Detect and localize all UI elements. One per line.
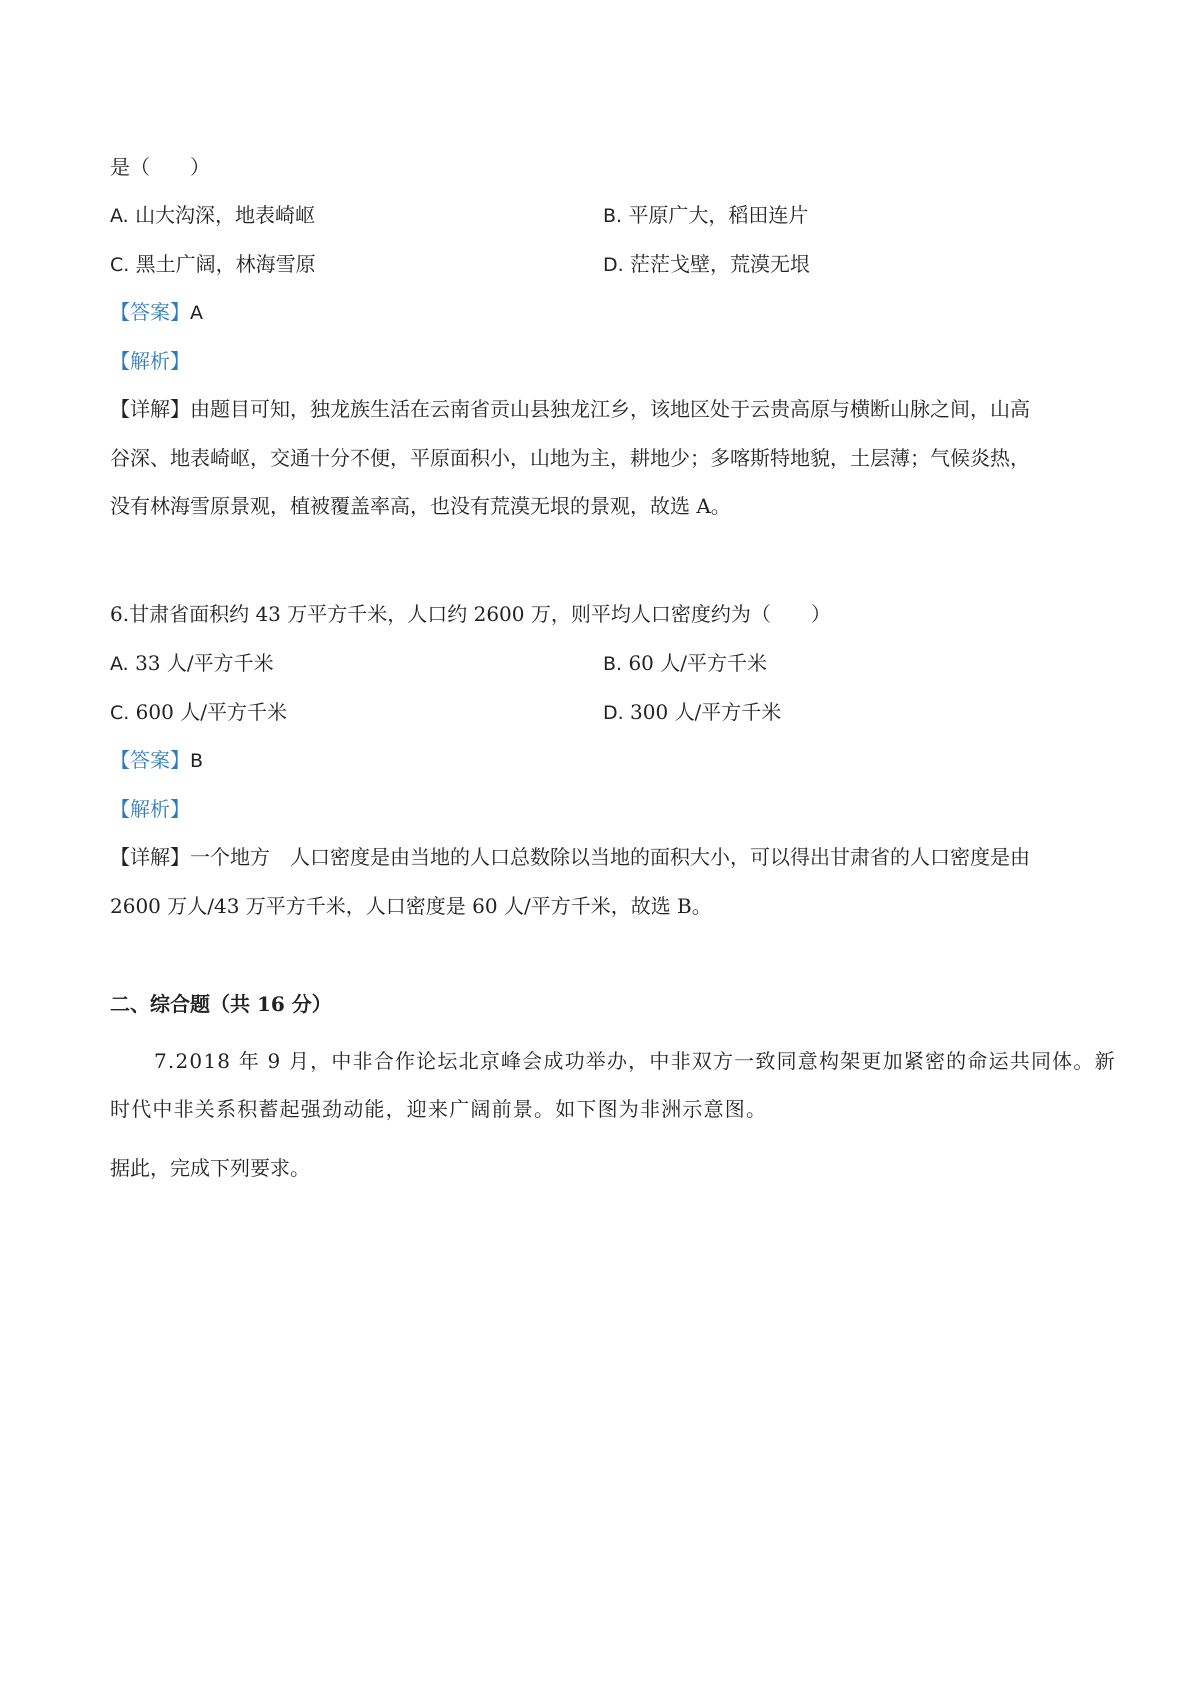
option-letter: B. [603, 653, 623, 675]
option-text: 60 人/平方千米 [628, 651, 767, 675]
option-letter: C. [110, 702, 130, 724]
detail-text: 一个地方 人口密度是由当地的人口总数除以当地的面积大小，可以得出甘肃省的人口密度是由 [190, 845, 1030, 869]
option-text: 600 人/平方千米 [135, 700, 287, 724]
option-text: 茫茫戈壁，荒漠无垠 [630, 252, 811, 276]
q6-option-b [603, 651, 767, 676]
option-text: 33 人/平方千米 [135, 651, 274, 675]
q6-option-c [110, 700, 287, 725]
q5-detail-line-2: 谷深、地表崎岖，交通十分不便，平原面积小，山地为主，耕地少；多喀斯特地貌，土层薄；气候炎热， [110, 446, 1030, 470]
option-letter: D. [603, 254, 624, 276]
option-letter: B. [603, 205, 623, 227]
q5-analysis-tag: 【解析】 [110, 349, 190, 373]
section-heading: 二、综合题（共 16 分） [110, 992, 332, 1016]
option-text: 平原广大，稻田连片 [628, 203, 809, 227]
q6-option-a [110, 651, 274, 676]
q5-stem-tail: 是（ ） [110, 155, 210, 179]
q5-answer [110, 300, 203, 325]
answer-value: B [190, 750, 204, 772]
q5-detail-line-3: 没有林海雪原景观，植被覆盖率高，也没有荒漠无垠的景观，故选 A。 [110, 494, 731, 518]
detail-tag: 【详解】 [110, 397, 190, 421]
q5-option-c [110, 252, 316, 277]
detail-text: 由题目可知，独龙族生活在云南省贡山县独龙江乡，该地区处于云贵高原与横断山脉之间，山高 [190, 397, 1030, 421]
option-text: 300 人/平方千米 [630, 700, 782, 724]
q7-stem-line-1: 7.2018 年 9 月，中非合作论坛北京峰会成功举办，中非双方一致同意构架更加紧密的命运共同体。新 [154, 1049, 1116, 1073]
q6-detail-line-1 [110, 845, 1030, 869]
detail-tag: 【详解】 [110, 845, 190, 869]
q6-answer [110, 748, 203, 773]
q5-option-d [603, 252, 810, 277]
answer-tag: 【答案】 [110, 300, 190, 324]
q5-detail-line-1 [110, 397, 1030, 421]
option-letter: C. [110, 254, 130, 276]
q6-detail-line-2: 2600 万人/43 万平方千米，人口密度是 60 人/平方千米，故选 B。 [110, 894, 712, 918]
q6-analysis-tag: 【解析】 [110, 797, 190, 821]
q5-option-b [603, 203, 808, 228]
option-text: 黑土广阔，林海雪原 [135, 252, 316, 276]
q7-instruction: 据此，完成下列要求。 [110, 1156, 310, 1180]
option-letter: A. [110, 205, 129, 227]
answer-tag: 【答案】 [110, 748, 190, 772]
option-text: 山大沟深，地表崎岖 [135, 203, 316, 227]
q6-stem: 6.甘肃省面积约 43 万平方千米，人口约 2600 万，则平均人口密度约为（ ） [110, 602, 831, 626]
q7-stem-line-2: 时代中非关系积蓄起强劲动能，迎来广阔前景。如下图为非洲示意图。 [110, 1097, 768, 1121]
option-letter: D. [603, 702, 624, 724]
q6-option-d [603, 700, 781, 725]
option-letter: A. [110, 653, 129, 675]
answer-value: A [190, 302, 203, 324]
q5-option-a [110, 203, 315, 228]
